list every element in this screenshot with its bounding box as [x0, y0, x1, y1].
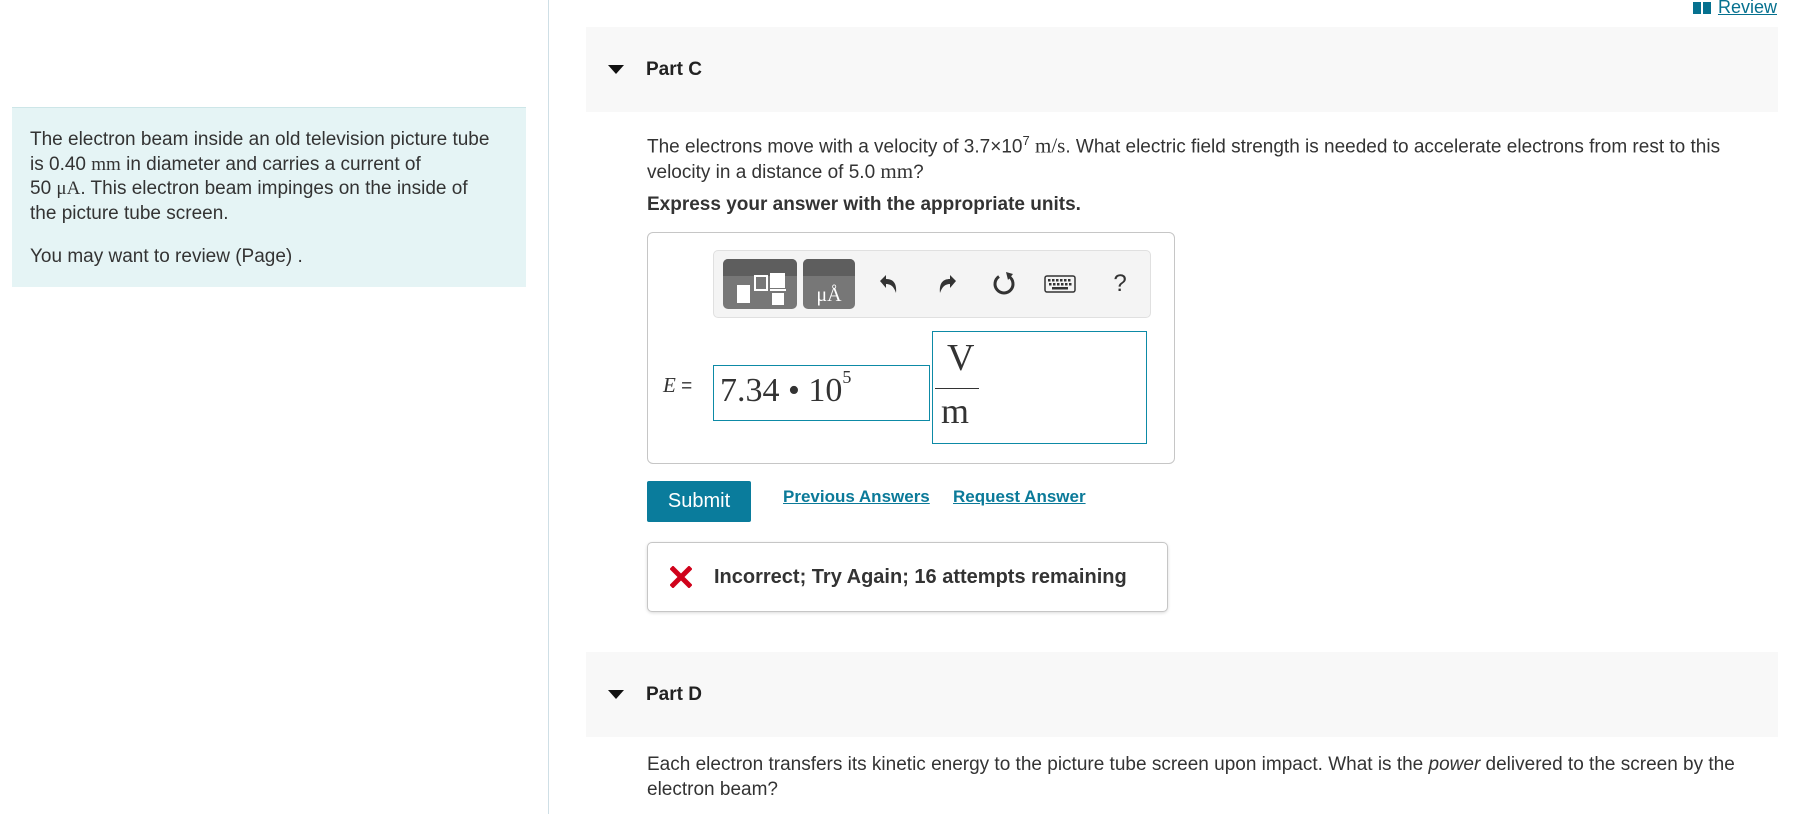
help-icon: ?: [1113, 270, 1127, 297]
unit-velocity: m/s: [1034, 133, 1066, 158]
part-c-title: Part C: [646, 58, 702, 80]
part-c-header[interactable]: [586, 27, 1778, 112]
caret-down-icon: [608, 690, 624, 699]
previous-answers-link[interactable]: Previous Answers: [783, 487, 930, 506]
reset-button[interactable]: [989, 269, 1019, 299]
intro-box: [12, 107, 526, 287]
part-d-question: Each electron transfers its kinetic energy to the picture tube screen upon impact. What is the power delivered to the screen by the electron beam?: [647, 754, 1735, 800]
error-x-icon: [668, 564, 694, 590]
unit-microamp: μA: [56, 178, 81, 199]
keyboard-button[interactable]: [1043, 269, 1077, 299]
variable-label: E =: [663, 373, 693, 397]
review-link[interactable]: [1692, 0, 1777, 18]
feedback-message: Incorrect; Try Again; 16 attempts remaining: [714, 565, 1127, 588]
redo-icon: [936, 272, 960, 296]
request-answer-link[interactable]: Request Answer: [953, 487, 1086, 506]
left-pane: [0, 0, 549, 814]
keyboard-icon: [1044, 274, 1076, 294]
unit-mm: mm: [91, 153, 121, 175]
redo-button[interactable]: [933, 269, 963, 299]
caret-down-icon: [608, 65, 624, 74]
part-d-header[interactable]: [586, 652, 1778, 737]
unit-numerator: V: [947, 337, 975, 379]
submit-button[interactable]: Submit: [647, 481, 751, 522]
answer-box: [647, 232, 1175, 464]
review-label: Review: [1717, 0, 1777, 17]
undo-button[interactable]: [873, 269, 903, 299]
reset-icon: [990, 270, 1018, 298]
answer-value-input[interactable]: 7.34 • $10^5$: [713, 365, 930, 421]
units-button[interactable]: [803, 259, 855, 309]
undo-icon: [876, 272, 900, 296]
book-icon: [1692, 1, 1712, 15]
part-c-question: The electrons move with a velocity of $3.7\times 10^7$ m/s. What electric field strength is needed to accelerate electrons from rest to this velocity in a distance of 5.0 mm?: [647, 133, 1721, 184]
answer-units-input[interactable]: [932, 331, 1147, 444]
fraction-bar: [935, 388, 979, 389]
answer-instruction: Express your answer with the appropriate units.: [647, 194, 1081, 215]
review-note: You may want to review (Page) .: [30, 246, 303, 267]
unit-denominator: m: [941, 391, 970, 431]
help-button[interactable]: [1105, 269, 1135, 299]
units-icon: μÅ: [816, 284, 842, 306]
math-toolbar: [713, 250, 1151, 318]
intro-text: The electron beam inside an old television picture tube is 0.40 mm in diameter and carries a current of 50 μA. This electron beam impinges on the inside of the picture tube screen.: [30, 129, 490, 224]
part-d-title: Part D: [646, 683, 702, 705]
templates-button[interactable]: [723, 259, 797, 309]
feedback-box: [647, 542, 1168, 612]
